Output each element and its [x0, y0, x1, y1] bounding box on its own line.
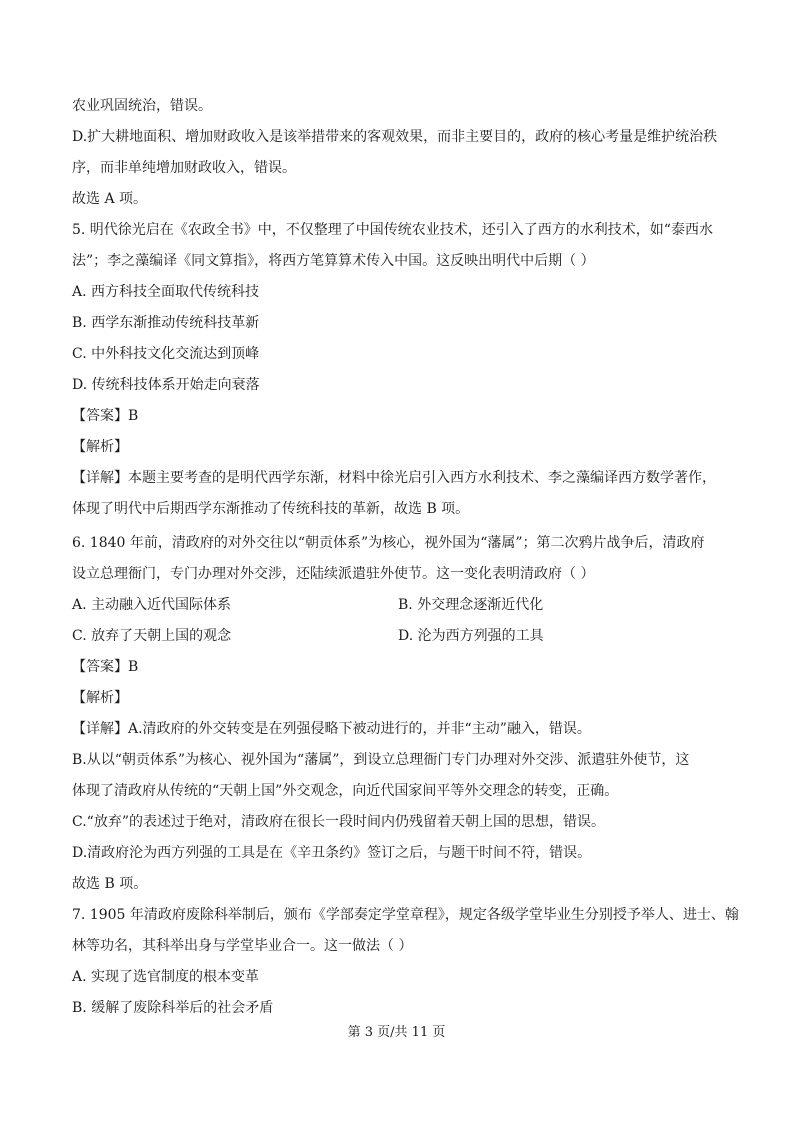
analysis-label: 【解析】: [72, 690, 128, 706]
explanation-line: 体现了清政府从传统的“天朝上国”外交观念，向近代国家间平等外交理念的转变，正确。: [72, 783, 619, 799]
analysis-label: 【解析】: [72, 439, 128, 455]
question-5-option-a: A. 西方科技全面取代传统科技: [72, 284, 260, 300]
question-5-stem: 法”；李之藻编译《同文算指》，将西方笔算算术传入中国。这反映出明代中后期（ ）: [72, 253, 595, 269]
text-line: 故选 A 项。: [72, 191, 148, 207]
answer-label: 【答案】B: [72, 659, 139, 675]
question-7-option-a: A. 实现了选官制度的根本变革: [72, 969, 260, 985]
text-line: 故选 B 项。: [72, 876, 148, 892]
question-5-option-c: C. 中外科技文化交流达到顶峰: [72, 346, 260, 362]
explanation-line: B.从以“朝贡体系”为核心、视外国为“藩属”，到设立总理衙门专门办理对外交涉、派遣驻外使节，这: [72, 752, 690, 768]
explanation-line: 【详解】本题主要考查的是明代西学东渐，材料中徐光启引入西方水利技术、李之藻编译西方数学著作，: [72, 470, 716, 486]
page-number-footer: 第 3 页/共 11 页: [347, 1025, 446, 1040]
text-line: 农业巩固统治，错误。: [72, 98, 212, 114]
text-line: D.扩大耕地面积、增加财政收入是该举措带来的客观效果，而非主要目的，政府的核心考量是维护统治秩: [72, 129, 718, 145]
question-7-stem: 7. 1905 年清政府废除科举制后，颁布《学部奏定学堂章程》，规定各级学堂毕业生分别授予举人、进士、翰: [72, 907, 739, 923]
explanation-line: D.清政府沦为西方列强的工具是在《辛丑条约》签订之后，与题干时间不符，错误。: [72, 845, 592, 861]
question-5-option-d: D. 传统科技体系开始走向衰落: [72, 377, 260, 393]
question-6-option-b: B. 外交理念逐渐近代化: [398, 597, 544, 613]
question-6-stem: 6. 1840 年前，清政府的对外交往以“朝贡体系”为核心，视外国为“藩属”；第二次鸦片战争后，清政府: [72, 535, 705, 551]
question-7-option-b: B. 缓解了废除科举后的社会矛盾: [72, 1000, 274, 1016]
answer-label: 【答案】B: [72, 408, 139, 424]
explanation-line: 体现了明代中后期西学东渐推动了传统科技的革新，故选 B 项。: [72, 501, 470, 517]
question-7-stem: 林等功名，其科举出身与学堂毕业合一。这一做法（ ）: [72, 938, 413, 954]
question-6-option-d: D. 沦为西方列强的工具: [398, 628, 544, 644]
question-6-option-a: A. 主动融入近代国际体系: [72, 597, 232, 613]
explanation-line: 【详解】A.清政府的外交转变是在列强侵略下被动进行的，并非“主动”融入，错误。: [72, 721, 591, 737]
question-5-option-b: B. 西学东渐推动传统科技革新: [72, 315, 260, 331]
question-6-option-c: C. 放弃了天朝上国的观念: [72, 628, 232, 644]
text-line: 序，而非单纯增加财政收入，错误。: [72, 160, 296, 176]
explanation-line: C.“放弃”的表述过于绝对，清政府在很长一段时间内仍残留着天朝上国的思想，错误。: [72, 814, 605, 830]
question-6-stem: 设立总理衙门，专门办理对外交涉，还陆续派遣驻外使节。这一变化表明清政府（ ）: [72, 566, 595, 582]
question-5-stem: 5. 明代徐光启在《农政全书》中，不仅整理了中国传统农业技术，还引入了西方的水利技术，如“泰西水: [72, 222, 713, 238]
